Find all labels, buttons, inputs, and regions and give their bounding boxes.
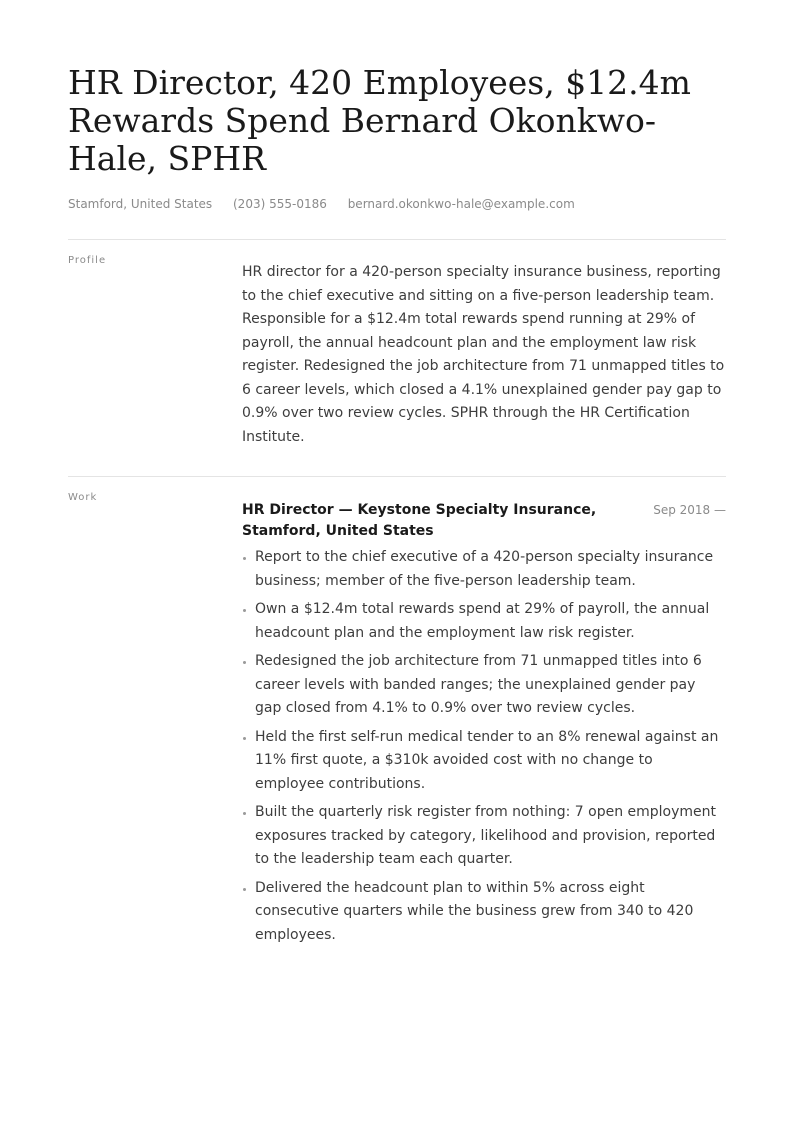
job-bullets	[242, 546, 726, 947]
job-header	[242, 500, 726, 542]
section-label-work: Work	[68, 492, 98, 503]
list-item: Delivered the headcount plan to within 5% across eight consecutive quarters while the business grew from 340 to 420 employees.	[242, 877, 726, 948]
work-body	[242, 500, 726, 947]
job-entry	[242, 500, 726, 947]
resume-page	[68, 0, 726, 952]
page-title: HR Director, 420 Employees, $12.4m Rewards Spend Bernard Okonkwo-Hale, SPHR	[68, 63, 691, 178]
profile-text: HR director for a 420-person specialty insurance business, reporting to the chief executive and sitting on a five-person leadership team. Responsible for a $12.4m total rewards spend running at 29% of payroll, the annual headcount plan and the employment law risk register. Redesigned the job architecture from 71 unmapped titles to 6 career levels, which closed a 4.1% unexplained gender pay gap to 0.9% over two review cycles. SPHR through the HR Certification Institute.	[242, 264, 725, 445]
profile-body	[242, 261, 726, 449]
contact-line	[68, 196, 726, 212]
section-label-profile: Profile	[68, 255, 107, 266]
list-item: Redesigned the job architecture from 71 unmapped titles into 6 career levels with banded ranges; the unexplained gender pay gap closed from 4.1% to 0.9% over two review cycles.	[242, 650, 726, 721]
list-item: Held the first self-run medical tender to an 8% renewal against an 11% first quote, a $310k avoided cost with no change to employee contributions.	[242, 726, 726, 797]
profile-section	[68, 240, 726, 476]
list-item: Built the quarterly risk register from nothing: 7 open employment exposures tracked by category, likelihood and provision, reported to the leadership team each quarter.	[242, 801, 726, 872]
list-item: Own a $12.4m total rewards spend at 29% of payroll, the annual headcount plan and the employment law risk register.	[242, 598, 726, 645]
list-item: Report to the chief executive of a 420-person specialty insurance business; member of the five-person leadership team.	[242, 546, 726, 593]
contact-location: Stamford, United States	[68, 197, 213, 211]
work-section	[68, 477, 726, 947]
job-title: HR Director — Keystone Specialty Insurance, Stamford, United States	[242, 502, 597, 539]
job-dates: Sep 2018 —	[653, 503, 726, 517]
contact-email[interactable]: bernard.okonkwo-hale@example.com	[347, 197, 575, 211]
contact-phone: (203) 555-0186	[233, 197, 327, 211]
